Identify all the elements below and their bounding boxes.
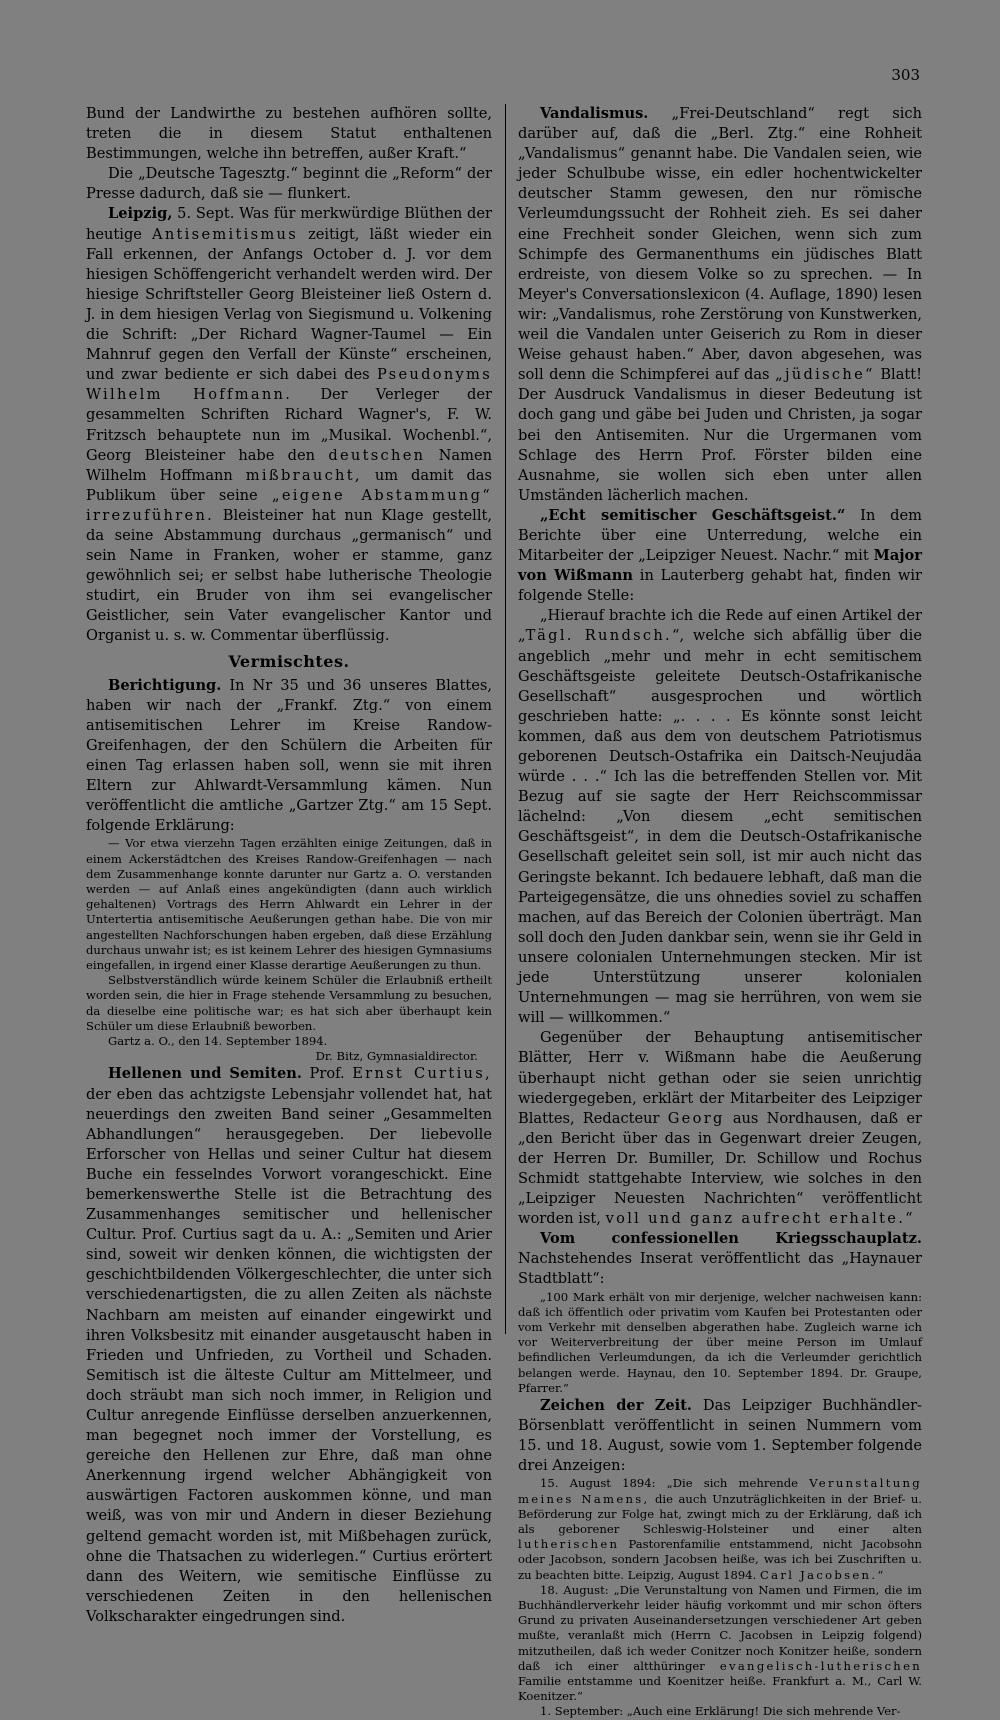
article-leipzig: Leipzig, 5. Sept. Was für merkwürdige Blüthen der heutige Antisemitismus zeitigt, läßt wieder ein Fall erkennen, der Anfangs October d. J. vor dem hiesigen Schöffengericht verhandelt werden wird. Der hiesige Schriftsteller Georg Bleisteiner ließ Ostern d. J. in dem hiesigen Verlag von Siegismund u. Volkening die Schrift: „Der Richard Wagner-Taumel — Ein Mahnruf gegen den Verfall der Künste“ erscheinen, und zwar bediente er sich dabei des Pseudonyms Wilhelm Hoffmann. Der Verleger der gesammelten Schriften Richard Wagner's, F. W. Fritzsch behauptete nun im „Musikal. Wochenbl.“, Georg Bleisteiner habe den deutschen Namen Wilhelm Hoffmann mißbraucht, um damit das Publikum über seine „eigene Abstammung“ irrezuführen. Bleisteiner hat nun Klage gestellt, da seine Abstammung durchaus „germanisch“ und sein Name in Franken, woher er stamme, ganz gewöhnlich sei; er selbst habe lutherische Theologie studirt, ein Bruder von ihm sei evangelischer Geistlicher, sein Vater evangelischer Kantor und Organist u. s. w. Commentar überflüssig. (86, 205, 493, 645)
article-leipzig-heading: Leipzig, (108, 205, 173, 223)
berichtigung-signature: Dr. Bitz, Gymnasialdirector. (315, 1049, 478, 1064)
article-echt-semitisch: „Echt semitischer Geschäftsgeist.“ In dem Berichte über eine Unterredung, welche ein Mitarbeiter der „Leipziger Neuest. Nachr.“ mit Major von Wißmann in Lauterberg gehabt hat, finden wir folgende Stelle: (518, 506, 922, 605)
article-vandalismus: Vandalismus. „Frei-Deutschland“ regt sich darüber auf, daß die „Berl. Ztg.“ eine Rohheit „Vandalismus“ genannt habe. Die Vandalen seien, wie jeder Schulbube wisse, ein edler hochentwickelter deutscher Stamm gewesen, den nur römische Verleumdungssucht der Rohheit zieh. Es sei daher eine Frechheit sonder Gleichen, wenn sich zum Schimpfe des Germanenthums ein jüdisches Blatt erdreiste, von diesem Volke so zu sprechen. — In Meyer's Conversationslexicon (4. Auflage, 1890) lesen wir: „Vandalismus, rohe Zerstörung von Kunstwerken, weil die Vandalen unter Geiserich zu Rom in dieser Weise gehaust haben.“ Aber, davon abgesehen, was soll denn die Schimpferei auf das „jüdische“ Blatt! Der Ausdruck Vandalismus in dieser Bedeutung ist doch gang und gäbe bei Juden und Christen, ja sogar bei den Antisemiten. Nur die Urgermanen vom Schlage des Herrn Prof. Förster bilden eine Ausnahme, sie wollen sich eben unter allen Umständen lächerlich machen. (518, 105, 923, 504)
article-kriegsschauplatz: Vom confessionellen Kriegsschauplatz. Nachstehendes Inserat veröffentlicht das „Haynauer Stadtblatt“: (518, 1230, 922, 1288)
column-divider (505, 104, 506, 1334)
article-echt-semitisch-heading: „Echt semitischer Geschäftsgeist.“ (540, 506, 846, 524)
paragraph-tagesztg: Die „Deutsche Tagesztg.“ beginnt die „Reform“ der Presse dadurch, daß sie — flunkert. (86, 165, 492, 203)
right-column (518, 104, 922, 1720)
berichtigung-date: Gartz a. O., den 14. September 1894. (108, 1034, 328, 1049)
zeichen-quote-1: 15. August 1894: „Die sich mehrende Verunstaltung meines Namens, die auch Unzuträglichkeiten in der Brief- u. Beförderung zur Folge hat, zwingt mich zu der Erklärung, daß ich als geborener Schleswig-Holsteiner und einer alten lutherischen Pastorenfamilie entstammend, nicht Jacobsohn oder Jacobson, sondern Jacobsen heiße, was ich bei Zuschriften u. zu beachten bitte. Leipzig, August 1894. Carl Jacobsen.“ (518, 1476, 922, 1582)
page-number: 303 (891, 66, 920, 84)
zeichen-quote-2: 18. August: „Die Verunstaltung von Namen und Firmen, die im Buchhändlerverkehr leider häufig vorkommt und mir schon öfters Grund zu privaten Auseinandersetzungen verschiedener Art geben mußte, veranlaßt mich (Herrn C. Jacobsen in Leipzig folgend) mitzutheilen, daß ich weder Conitzer noch Konitzer heiße, sondern daß ich einer altthüringer evangelisch-lutherischen Familie entstamme und Koenitzer heiße. Frankfurt a. M., Carl W. Koenitzer.“ (518, 1582, 922, 1704)
article-hellenen-heading: Hellenen und Semiten. (108, 1065, 302, 1083)
article-zeichen-heading: Zeichen der Zeit. (540, 1396, 693, 1414)
paragraph-bund: Bund der Landwirthe zu bestehen aufhören sollte, treten die in diesem Statut enthaltenen Bestimmungen, welche ihn betreffen, außer Kraft.“ (86, 105, 492, 163)
article-zeichen-der-zeit: Zeichen der Zeit. Das Leipziger Buchhändler-Börsenblatt veröffentlicht in seinen Nummern vom 15. und 18. August, sowie vom 1. September folgende drei Anzeigen: (518, 1396, 922, 1475)
kriegsschauplatz-quote: „100 Mark erhält von mir derjenige, welcher nachweisen kann: daß ich öffentlich oder privatim vom Kaufen bei Protestanten oder vom Verkehr mit denselben abgerathen habe. Zugleich warne ich vor Weiterverbreitung der über meine Person im Umlauf befindlichen Verleumdungen, da ich die Verleumder gerichtlich belangen werde. Haynau, den 10. September 1894. Dr. Graupe, Pfarrer.“ (518, 1289, 922, 1395)
article-kriegsschauplatz-heading: Vom confessionellen Kriegsschauplatz. (540, 1230, 922, 1248)
berichtigung-quote-1: — Vor etwa vierzehn Tagen erzählten einige Zeitungen, daß in einem Ackerstädtchen des Kreises Randow-Greifenhagen — nach dem Zusammenhange konnte darunter nur Gartz a. O. verstanden werden — auf Anlaß eines angekündigten (dann auch wirklich gehaltenen) Vortrags des Herrn Ahlwardt ein Lehrer in der Untertertia antisemitische Aeußerungen gethan habe. Die von mir angestellten Nachforschungen haben ergeben, daß diese Erzählung durchaus unwahr ist; es ist keinem Lehrer des hiesigen Gymnasiums eingefallen, in irgend einer Klasse derartige Aeußerungen zu thun. (86, 836, 492, 972)
article-berichtigung-heading: Berichtigung. (108, 676, 222, 694)
left-column (86, 104, 492, 1627)
berichtigung-quote-2: Selbstverständlich würde keinem Schüler die Erlaubniß ertheilt worden sein, die hier in Frage stehende Versammlung zu besuchen, da dieselbe eine politische war; es hat sich aber überhaupt kein Schüler um diese Erlaubniß beworben. (86, 973, 492, 1033)
major-von-wissmann: Major von Wißmann (518, 547, 922, 585)
echt-quote: „Hierauf brachte ich die Rede auf einen Artikel der „Tägl. Rundsch.“, welche sich abfällig über die angeblich „mehr und mehr in echt semitischem Geschäftsgeiste geleitete Deutsch-Ostafrikanische Gesellschaft“ ausgesprochen und wörtlich geschrieben hatte: „. . . . Es könnte sonst leicht kommen, daß aus dem von deutschem Patriotismus geborenen Deutsch-Ostafrika ein Daitsch-Neujudäa würde . . .“ Ich las die betreffenden Stellen vor. Mit Bezug auf sie sagte der Herr Reichscommissar lächelnd: „Von diesem „echt semitischen Geschäftsgeist“, in dem die Deutsch-Ostafrikanische Gesellschaft geleitet sein soll, ist mir auch nicht das Geringste bekannt. Ich bedauere lebhaft, daß man die Parteigegensätze, die uns ohnedies soviel zu schaffen machen, auf das Bereich der Colonien überträgt. Man soll doch den Juden dankbar sein, wenn sie ihr Geld in unsere colonialen Unternehmungen stecken. Mir ist jede Unterstützung unserer kolonialen Unternehmungen — mag sie herrühren, von wem sie will — willkommen.“ (518, 607, 922, 1027)
echt-response: Gegenüber der Behauptung antisemitischer Blätter, Herr v. Wißmann habe die Aeußerung überhaupt nicht gethan oder sie seien unrichtig wiedergegeben, erklärt der Mitarbeiter des Leipziger Blattes, Redacteur Georg aus Nordhausen, daß er „den Bericht über das in Gegenwart dreier Zeugen, der Herren Dr. Bumiller, Dr. Schillow und Rochus Schmidt stattgehabte Interview, wie solches in den „Leipziger Neuesten Nachrichten“ veröffentlicht worden ist, voll und ganz aufrecht erhalte.“ (518, 1029, 922, 1228)
article-vandalismus-heading: Vandalismus. (540, 105, 649, 122)
article-hellenen: Hellenen und Semiten. Prof. Ernst Curtius, der eben das achtzigste Lebensjahr vollendet hat, hat neuerdings den zweiten Band seiner „Gesammelten Abhandlungen“ herausgegeben. Der liebevolle Erforscher von Hellas und seiner Cultur hat diesem Buche ein fesselndes Vorwort vorangeschickt. Eine bemerkenswerthe Stelle ist die Betrachtung des Zusammenhanges semitischer und hellenischer Cultur. Prof. Curtius sagt da u. A.: „Semiten und Arier sind, soweit wir denken können, die wichtigsten der geschichtbildenden Völkergeschlechter, die unter sich verschiedenartigsten, die zu allen Zeiten als nächste Nachbarn am meisten auf einander eingewirkt und ihren Volksbesitz mit einander ausgetauscht haben in Frieden und Unfrieden, zu Vortheil und Schaden. Semitisch ist die älteste Cultur am Mittelmeer, und doch sträubt man sich noch immer, in Religion und Cultur anregende Einflüsse derselben anzuerkennen, man begegnet noch immer der Vorstellung, es gereiche den Hellenen zur Ehre, daß man ohne Anerkennung irgend welcher Abhängigkeit von auswärtigen Factoren auskommen könne, und man weiß, was von mir und Andern in dieser Beziehung geltend gemacht worden ist, mit Mißbehagen zurück, ohne die Thatsachen zu widerlegen.“ Curtius erörtert dann des Weitern, wie semitische Einflüsse zu verschiedenen Zeiten in den hellenischen Volkscharakter eingedrungen sind. (86, 1065, 492, 1625)
zeichen-quote-3: 1. September: „Auch eine Erklärung! Die sich mehrende Ver- (540, 1704, 901, 1719)
section-title-vermischtes: Vermischtes. (228, 651, 350, 671)
article-berichtigung: Berichtigung. In Nr 35 und 36 unseres Blattes, haben wir nach der „Frankf. Ztg.“ von einem antisemitischen Lehrer im Kreise Randow-Greifenhagen, der den Schülern die Arbeiten für einen Tag erlassen haben soll, wenn sie mit ihren Eltern zur Ahlwardt-Versammlung kämen. Nun veröffentlicht die amtliche „Gartzer Ztg.“ am 15 Sept. folgende Erklärung: (86, 676, 492, 835)
